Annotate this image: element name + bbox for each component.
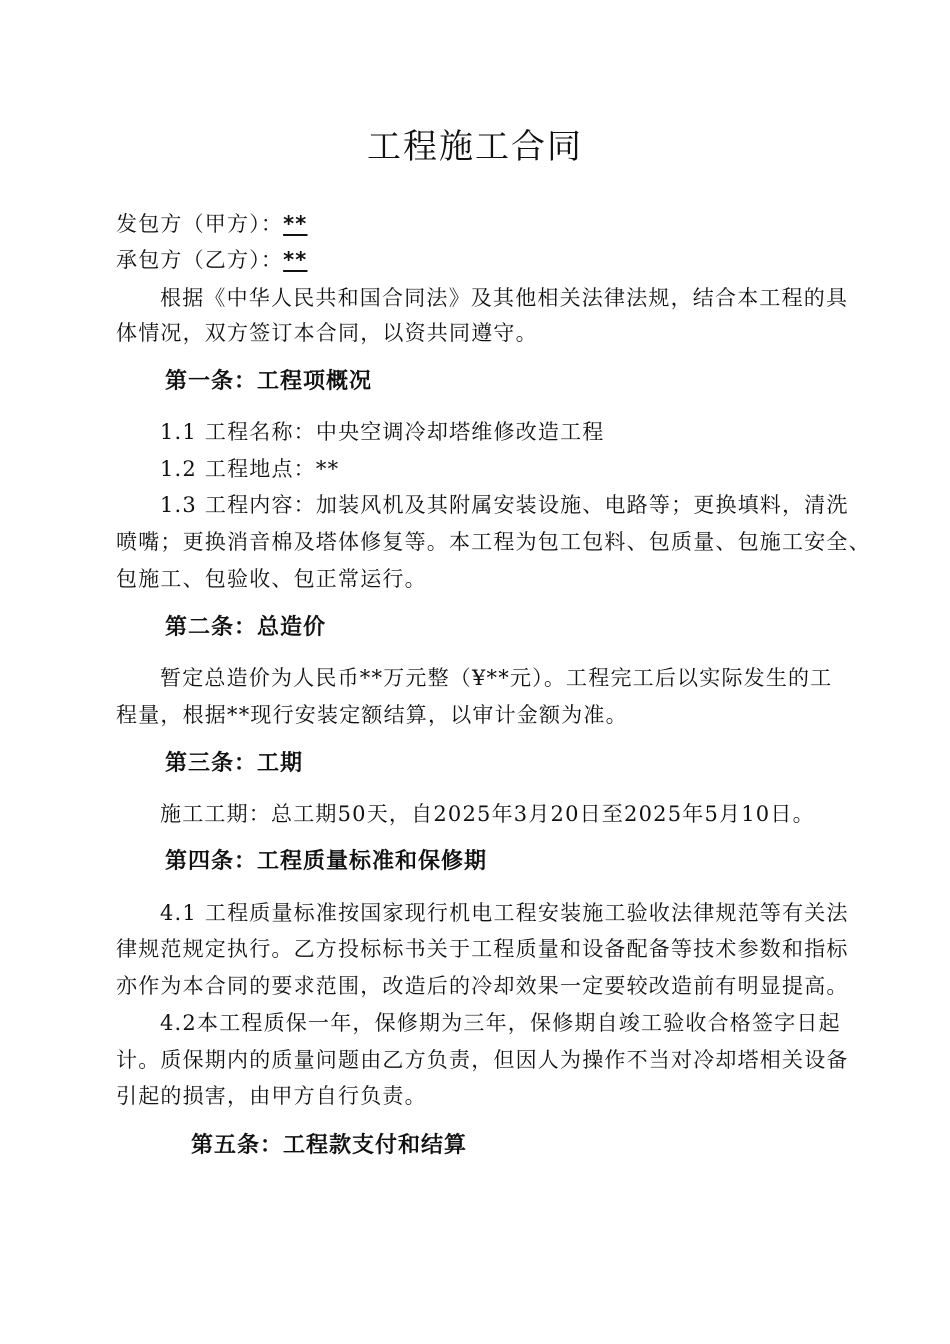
article-4-item-1-line-2: 律规范规定执行。乙方投标标书关于工程质量和设备配备等技术参数和指标 [116, 937, 849, 961]
article-1-heading: 第一条：工程项概况 [165, 369, 373, 394]
party-b-value: ** [283, 248, 308, 272]
article-2-line-1: 暂定总造价为人民币**万元整（¥**元）。工程完工后以实际发生的工 [160, 666, 833, 690]
article-4-item-2-line-2: 计。质保期内的质量问题由乙方负责，但因人为操作不当对冷却塔相关设备 [116, 1048, 849, 1072]
article-4-item-2-line-1: 4.2本工程质保一年，保修期为三年，保修期自竣工验收合格签字日起 [160, 1011, 841, 1035]
party-b-label: 承包方（乙方）： [116, 248, 284, 272]
article-4-item-1-line-3: 亦作为本合同的要求范围，改造后的冷却效果一定要较改造前有明显提高。 [116, 974, 849, 998]
preamble-line-2: 体情况，双方签订本合同，以资共同遵守。 [116, 321, 538, 345]
article-1-item-1: 1.1 工程名称：中央空调冷却塔维修改造工程 [160, 420, 605, 444]
article-3-line-1: 施工工期：总工期50天，自2025年3月20日至2025年5月10日。 [160, 802, 815, 826]
article-2-heading: 第二条：总造价 [165, 615, 327, 640]
article-4-heading: 第四条：工程质量标准和保修期 [165, 849, 488, 874]
party-a-value: ** [283, 212, 308, 236]
document-title: 工程施工合同 [367, 127, 583, 167]
article-1-item-3-line-1: 1.3 工程内容：加装风机及其附属安装设施、电路等；更换填料，清洗 [160, 493, 849, 517]
party-a-label: 发包方（甲方）： [116, 212, 284, 236]
article-5-heading: 第五条：工程款支付和结算 [191, 1133, 468, 1158]
article-2-line-2: 程量，根据**现行安装定额结算，以审计金额为准。 [116, 703, 628, 727]
article-1-item-3-line-2: 喷嘴；更换消音棉及塔体修复等。本工程为包工包料、包质量、包施工安全、 [116, 530, 871, 554]
article-4-item-1-line-1: 4.1 工程质量标准按国家现行机电工程安装施工验收法律规范等有关法 [160, 901, 849, 925]
party-a-line [116, 209, 307, 239]
article-1-item-2: 1.2 工程地点：** [160, 457, 340, 481]
preamble-line-1: 根据《中华人民共和国合同法》及其他相关法律法规，结合本工程的具 [160, 286, 849, 310]
party-b-line [116, 245, 307, 275]
article-1-item-3-line-3: 包施工、包验收、包正常运行。 [116, 567, 427, 591]
article-3-heading: 第三条：工期 [165, 751, 304, 776]
article-4-item-2-line-3: 引起的损害，由甲方自行负责。 [116, 1084, 427, 1108]
